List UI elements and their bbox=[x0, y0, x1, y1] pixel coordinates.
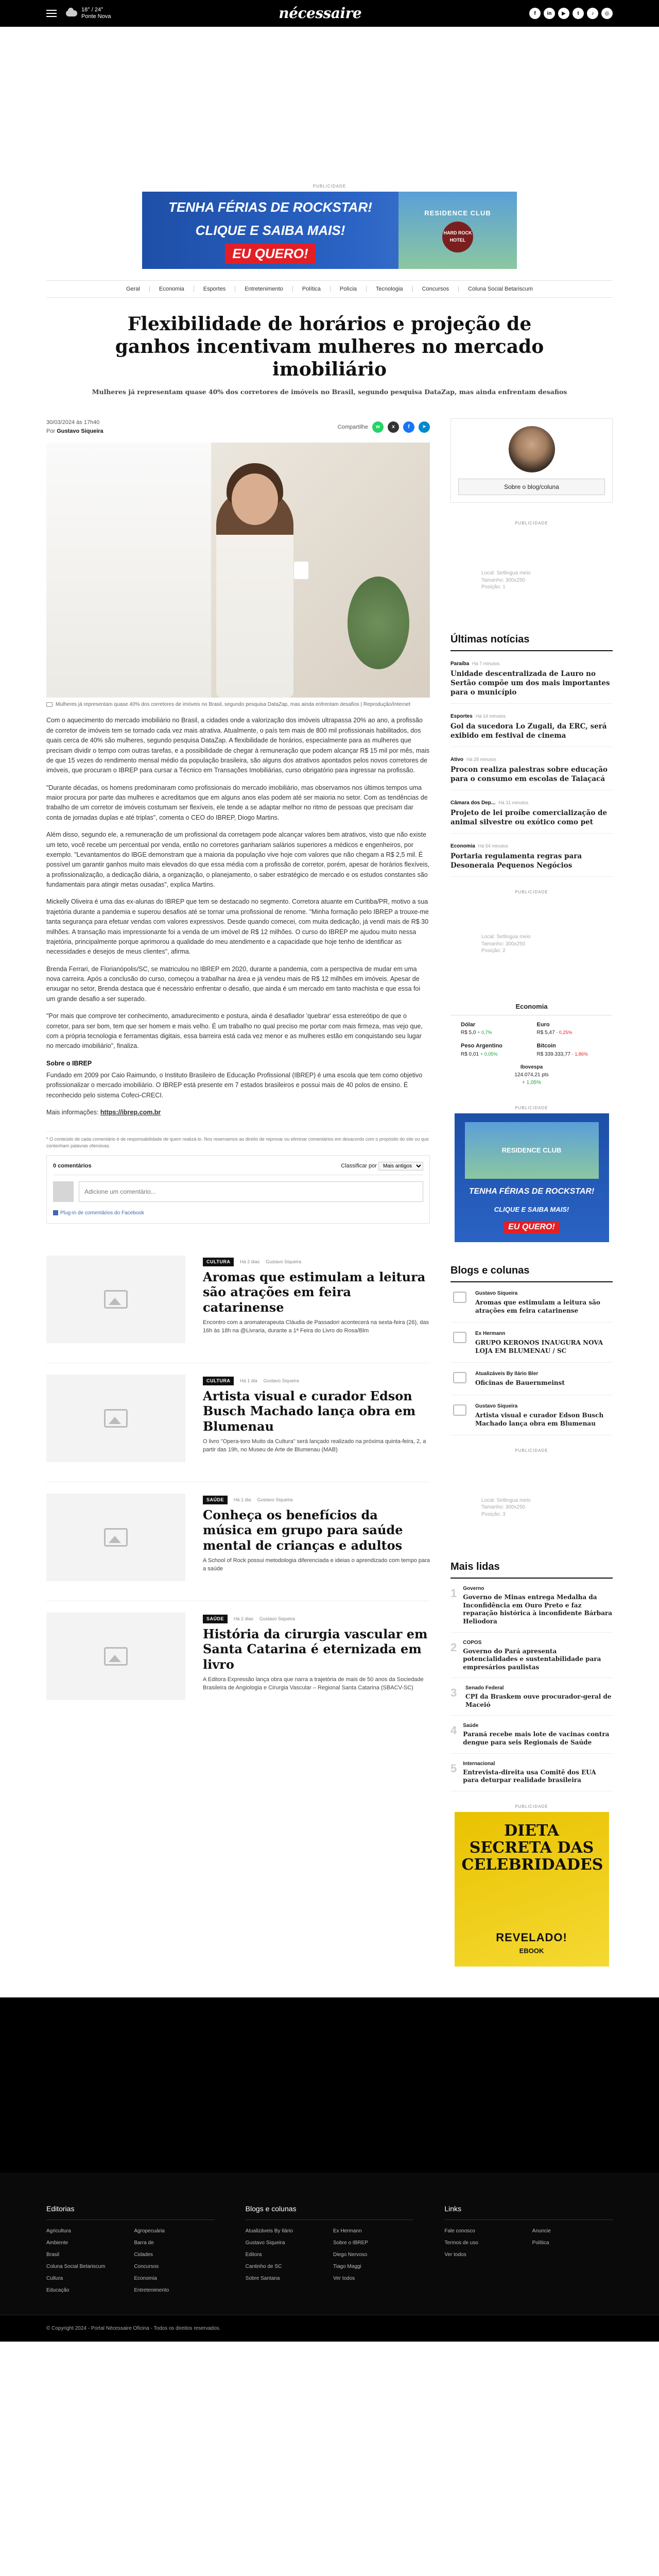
share-bar bbox=[338, 421, 430, 433]
item-date: Há 2 dias bbox=[240, 1259, 260, 1264]
footer-link[interactable]: Termos de uso bbox=[444, 2240, 478, 2246]
list-item[interactable]: Atualizáveis By Ilário Bler Oficinas de Bauernmeinst bbox=[450, 1363, 613, 1395]
latest-news-title: Últimas notícias bbox=[450, 632, 613, 651]
economy-title: Economia bbox=[450, 1002, 613, 1015]
telegram-icon[interactable]: ➤ bbox=[419, 421, 430, 433]
more-info-link[interactable]: https://ibrep.com.br bbox=[100, 1109, 161, 1116]
ad-slot[interactable]: Local: Setlingua meio Tamanho: 300x250 Posição: 2 bbox=[481, 934, 531, 954]
list-item[interactable]: Ativo Há 28 minutos Procon realiza palestras sobre educação para o consumo em escolas de Taiaçacá bbox=[450, 747, 613, 790]
temp-min: 24 bbox=[94, 6, 101, 13]
copyright-bar bbox=[0, 2315, 659, 2342]
about-title: Sobre o IBREP bbox=[46, 1059, 92, 1067]
category-tag: SAÚDE bbox=[203, 1615, 228, 1624]
footer-link[interactable]: Entretenimento bbox=[134, 2287, 169, 2293]
footer-link[interactable]: Ver todos bbox=[444, 2251, 466, 2258]
top-banner-ad[interactable] bbox=[142, 192, 517, 269]
item-title[interactable]: Aromas que estimulam a leitura são atrações em feira catarinense bbox=[203, 1269, 426, 1315]
site-logo[interactable]: nécessaire bbox=[279, 5, 362, 22]
ad-residence: RESIDENCE CLUB bbox=[424, 209, 491, 217]
image-placeholder-icon bbox=[46, 1375, 185, 1462]
article-paragraph: Mickelly Oliveira é uma das ex-alunas do IBREP que tem se destacado no segmento. Corretora atuante em Curitiba/PR, motivo a sua trajetória durante a pandemia e superou desafios até se tornar uma profissional de renome. "Minha formação pelo IBREP a trouxe-me tanta segurança para efetuar vendas com valores expressivos. Desde quando comecei, com muita dedicação, já vendi mais de R$ 30 milhões. A transação mais impressionante foi a venda de um imóvel de R$ 12 milhões. O curso do IBREP me ajudou muito nessa trajetória, principalmente porque aprimorou a qualidade do meu atendimento e a capacidade que hoje tenho de identificar as necessidades e desejos de meus clientes", afirma. bbox=[46, 898, 429, 956]
temp-max: 18 bbox=[81, 6, 88, 13]
footer-link[interactable]: Coluna Social Betariscum bbox=[46, 2263, 106, 2269]
footer-link[interactable]: Atualizáveis By Ilário bbox=[245, 2228, 293, 2234]
youtube-icon[interactable]: ▶ bbox=[558, 8, 569, 19]
footer-link[interactable]: Diego Nervoso bbox=[333, 2251, 368, 2258]
nav-esportes[interactable]: Esportes bbox=[203, 285, 226, 292]
linkedin-icon[interactable]: in bbox=[544, 8, 555, 19]
author-profile bbox=[450, 418, 613, 503]
weather-widget: 18° / 24° Ponte Nova bbox=[66, 7, 111, 20]
ebook-title: DIETA SECRETA DAS CELEBRIDADES bbox=[461, 1821, 603, 1874]
item-date: Há 2 dias bbox=[233, 1616, 253, 1621]
ad-line-1: TENHA FÉRIAS DE ROCKSTAR! bbox=[168, 199, 372, 215]
category-tag: CULTURA bbox=[203, 1258, 234, 1267]
ibovespa: Ibovespa 124.074,21 pts + 1,05% bbox=[514, 1064, 549, 1086]
side-banner-ad[interactable]: RESIDENCE CLUB TENHA FÉRIAS DE ROCKSTAR! CLIQUE E SAIBA MAIS! EU QUERO! bbox=[455, 1113, 609, 1242]
nav-entretenimento[interactable]: Entretenimento bbox=[245, 285, 283, 292]
item-title[interactable]: Artista visual e curador Edson Busch Machado lança obra em Blumenau bbox=[203, 1388, 416, 1434]
footer-link[interactable]: Anuncie bbox=[532, 2228, 551, 2234]
currency-bitcoin: Bitcoin R$ 339.333,77 - 1,86% bbox=[536, 1043, 588, 1057]
ad-label: PUBLICIDADE bbox=[515, 521, 548, 526]
item-text: Encontro com a aromaterapeuta Cláudia de Passadori acontecerá na sexta-feira (26), das 16h às 18h na @Livraria, durante a 1ª Feira do Livro do Rosa/Blm bbox=[203, 1319, 429, 1334]
footer-spacer bbox=[0, 1997, 659, 2173]
footer bbox=[0, 2173, 659, 2315]
list-item[interactable]: Esportes Há 14 minutos Gol da sucedora Lo Zugali, da ERC, será exibido em festival de cinema bbox=[450, 704, 613, 747]
footer-col-editorias: Editorias Agricultura Agropecuária Ambiente Barra de Brasil Cidades Coluna Social Betariscum Concursos Cultura Economia Educação Entretenimento bbox=[46, 2204, 215, 2294]
nav-politica[interactable]: Política bbox=[302, 285, 321, 292]
ad-label: PUBLICIDADE bbox=[515, 1448, 548, 1453]
nav-policia[interactable]: Polícia bbox=[339, 285, 357, 292]
ad-line-2: CLIQUE E SAIBA MAIS! bbox=[195, 222, 345, 238]
item-text: O livro "Opera-toro Muito da Cultura" será lançado realizado na próxima quinta-feira, 2, a partir das 19h, no Museu de Arte de Blumenau (MAB) bbox=[203, 1438, 426, 1453]
list-item[interactable] bbox=[46, 1601, 430, 1720]
article-title: Flexibilidade de horários e projeção de ganhos incentivam mulheres no mercado imobiliário bbox=[115, 313, 544, 380]
footer-link[interactable]: Cantinho de SC bbox=[245, 2263, 282, 2269]
ad-label: PUBLICIDADE bbox=[515, 890, 548, 895]
nav-tecnologia[interactable]: Tecnologia bbox=[375, 285, 403, 292]
share-label: Compartilhe bbox=[337, 423, 368, 430]
currency-euro: Euro R$ 5,47 - 0,25% bbox=[536, 1021, 573, 1036]
ad-label: PUBLICIDADE bbox=[515, 1105, 548, 1110]
footer-link[interactable]: Editora bbox=[245, 2251, 262, 2258]
article-subtitle: Mulheres já representam quase 40% dos corretores de imóveis no Brasil, segundo pesquisa DataZap, mas ainda enfrentam desafios bbox=[92, 387, 567, 396]
whatsapp-icon[interactable]: w bbox=[372, 421, 384, 433]
blogs-title: Blogs e colunas bbox=[450, 1263, 613, 1282]
footer-link[interactable]: Política bbox=[532, 2240, 549, 2246]
footer-link[interactable]: Concursos bbox=[134, 2263, 159, 2269]
item-author: Gustavo Siqueira bbox=[266, 1259, 302, 1264]
facebook-icon bbox=[53, 1210, 58, 1215]
footer-link[interactable]: Tiago Maggi bbox=[333, 2263, 361, 2269]
article-author[interactable]: Gustavo Siqueira bbox=[57, 428, 103, 434]
twitter-share-icon[interactable]: x bbox=[388, 421, 399, 433]
instagram-icon[interactable]: ◎ bbox=[601, 8, 613, 19]
list-item[interactable]: Paraíba Há 7 minutos Unidade descentralizada de Lauro no Sertão compõe um dos mais importantes para o município bbox=[450, 651, 613, 704]
item-text: A Editora Expressão lança obra que narra a trajetória de mais de 50 anos da Sociedade Brasileira de Angiologia e Cirurgia Vascular – Regional Santa Catarina (SBACV-SC) bbox=[203, 1676, 424, 1691]
nav-geral[interactable]: Geral bbox=[126, 285, 140, 292]
list-item[interactable]: Câmara dos Dep... Há 31 minutos Projeto de lei proíbe comercialização de animal silvestre ou exótico como pet bbox=[450, 790, 613, 834]
article-date: 30/03/2024 às 17h40 bbox=[46, 419, 100, 426]
sort-label: Classificar por bbox=[341, 1162, 377, 1169]
item-author: Gustavo Siqueira bbox=[257, 1497, 293, 1502]
footer-col-blogs: Blogs e colunas Atualizáveis By Ilário Ex Hermann Gustavo Siqueira Sobre o IBREP Editora Diego Nervoso Cantinho de SC Tiago Maggi Sobre Santana Ver todos bbox=[246, 2204, 414, 2294]
weather-city: Ponte Nova bbox=[81, 13, 111, 20]
nav-economia[interactable]: Economia bbox=[159, 285, 184, 292]
footer-link[interactable]: Educação bbox=[46, 2287, 70, 2293]
article-main bbox=[46, 418, 430, 1966]
facebook-icon[interactable]: f bbox=[529, 8, 541, 19]
sidebar bbox=[450, 418, 613, 1966]
article-paragraph: Com o aquecimento do mercado imobiliário no Brasil, a cidades onde a valorização dos imóveis ultrapassa 20% ao ano, a profissão de corretor de imóveis tem se tornado cada vez mais atrativa. Atualmente, o país tem mais de 800 mil profissionais habilitados, dos quais cerca de 40% são mulheres, segundo pesquisa DataZap. A flexibilidade de horários, especialmente para as mulheres que precisam dividir o tempo com outras tarefas, e a possibilidade de chegar à remuneração que podem alcançar R$ 15 mil por mês, mais de que 15 vezes do rendimento mensal médio da população brasileira, são alguns dos atrativos apontados pelos novos corretores de imóveis, que procuram o IBREP para cursar a Técnico em Transações Imobiliárias, curso obrigatório para ingressar na profissão. bbox=[46, 717, 430, 774]
sort-select[interactable] bbox=[378, 1162, 423, 1171]
by-label: Por bbox=[46, 428, 56, 434]
ad-slot[interactable]: Local: Setlingua meio Tamanho: 300x250 Posição: 3 bbox=[481, 1497, 531, 1517]
list-item[interactable]: 3 Senado Federal CPI da Braskem ouve procurador-geral de Maceió bbox=[450, 1678, 613, 1716]
footer-link[interactable]: Barra de bbox=[134, 2240, 154, 2246]
image-placeholder-icon bbox=[46, 1613, 185, 1700]
most-read-title: Mais lidas bbox=[450, 1559, 613, 1579]
image-placeholder-icon bbox=[46, 1256, 185, 1343]
article-paragraph: "Durante décadas, os homens predominaram como profissionais do mercado imobiliário, mas observamos nos últimos tempos uma maior procura por parte das mulheres e acreditamos que em alguns anos elas podem até ser maioria no setor. Com as tendências de trabalho de um corretor de imóveis costumam ser flexíveis, ele tende a se adaptar melhor no ritmo de pessoas que precisam dar conta de jornadas duplas e até triplas", comenta o CEO do IBREP, Diogo Martins. bbox=[46, 784, 428, 821]
ebook-ad[interactable] bbox=[455, 1812, 609, 1967]
currency-dolar: Dólar R$ 5,0 + 0,7% bbox=[461, 1021, 492, 1036]
footer-col-links: Links Fale conosco Anuncie Termos de uso Política Ver todos bbox=[444, 2204, 613, 2294]
copyright-text: © Copyright 2024 - Portal Nécessaire Oficina - Todos os direitos reservados. bbox=[46, 2325, 221, 2331]
top-ad-space bbox=[0, 27, 659, 181]
item-text: A School of Rock possui metodologia diferenciada e ideias o aprendizado com tempo para a saúde bbox=[203, 1557, 430, 1572]
footer-link[interactable]: Ver todos bbox=[333, 2275, 355, 2281]
list-item[interactable]: Economia Há 54 minutos Portaria regulamenta regras para Desoneraia Pequenos Negócios bbox=[450, 834, 613, 877]
comments-count: 0 comentários bbox=[53, 1162, 92, 1169]
about-blog-button[interactable]: Sobre o blog/coluna bbox=[458, 479, 605, 495]
twitter-icon[interactable]: t bbox=[573, 8, 584, 19]
ebook-label: EBOOK bbox=[519, 1947, 544, 1955]
list-item[interactable]: Ex Hermann GRUPO KERONOS INAUGURA NOVA LOJA EM BLUMENAU / SC bbox=[450, 1323, 613, 1363]
ad-label: PUBLICIDADE bbox=[515, 1804, 548, 1809]
item-date: Há 1 dia bbox=[240, 1378, 257, 1383]
nav-coluna-social[interactable]: Coluna Social Betariscum bbox=[468, 285, 533, 292]
menu-icon[interactable] bbox=[46, 10, 57, 17]
footer-link[interactable]: Cidades bbox=[134, 2251, 153, 2258]
footer-link[interactable]: Sobre Santana bbox=[245, 2275, 280, 2281]
footer-link[interactable]: Agricultura bbox=[46, 2228, 71, 2234]
photo-caption: Mulheres já representam quase 40% dos corretores de imóveis no Brasil, segundo pesquisa DataZap, mas ainda enfrentam desafios | Reprodução/Internet bbox=[56, 702, 411, 708]
article-photo bbox=[46, 443, 430, 698]
footer-link[interactable]: Agropecuária bbox=[134, 2228, 165, 2234]
currency-peso: Peso Argentino R$ 0,01 + 0,05% bbox=[461, 1043, 502, 1057]
list-item[interactable]: Gustavo Siqueira Artista visual e curador Edson Busch Machado lança obra em Blumenau bbox=[450, 1395, 613, 1435]
ad-label: PUBLICIDADE bbox=[313, 184, 346, 189]
list-item[interactable]: 4 Saúde Paraná recebe mais lote de vacinas contra dengue para seis Regionais de Saúde bbox=[450, 1716, 613, 1753]
most-read bbox=[450, 1559, 613, 1791]
avatar bbox=[53, 1181, 74, 1202]
article-paragraph: "Por mais que comprove ter conhecimento, amadurecimento e postura, ainda é desafiador 'quebrar' essa estereótipo de que o corretor, para ser bom, tem que ser homem e mais velho. É um trabalho no qual preciso me portar com mais firmeza, mas vejo que, com a própria tecnologia e ferramentas digitais, essa barreira está cada vez menor e as mulheres estão em conquistando seu lugar no mercado imobiliário", finaliza. bbox=[46, 1012, 423, 1050]
footer-link[interactable]: Cultura bbox=[46, 2275, 63, 2281]
footer-link[interactable]: Ex Hermann bbox=[333, 2228, 362, 2234]
list-item[interactable]: 1 Governo Governo de Minas entrega Medalha da Inconfidência em Ouro Preto e faz reparação histórica à inconfidente Bárbara Heliodora bbox=[450, 1579, 613, 1632]
list-item[interactable] bbox=[46, 1363, 430, 1482]
article-body bbox=[46, 716, 430, 1117]
about-text: Fundado em 2009 por Caio Raimundo, o Instituto Brasileiro de Educação Profissional (IBREP) é uma escola que tem como objetivo profissionalizar o mercado imobiliário. O IBREP está presente em 7 estados brasileiros e possui mais de 40 polos de ensino. É reconhecido pelo sistema Cofeci-CRECI. bbox=[46, 1072, 423, 1099]
camera-icon bbox=[46, 702, 53, 707]
tiktok-icon[interactable]: ♪ bbox=[587, 8, 598, 19]
top-bar bbox=[0, 0, 659, 27]
footer-link[interactable]: Brasil bbox=[46, 2251, 60, 2258]
item-author: Gustavo Siqueira bbox=[263, 1378, 299, 1383]
category-tag: SAÚDE bbox=[203, 1496, 228, 1505]
ebook-revealed: REVELADO! bbox=[496, 1930, 567, 1944]
list-item[interactable] bbox=[46, 1482, 430, 1601]
fb-plugin-label[interactable]: Plug-in de comentários do Facebook bbox=[60, 1210, 144, 1216]
related-list bbox=[46, 1244, 430, 1720]
comments-box bbox=[46, 1155, 430, 1224]
comment-input[interactable] bbox=[79, 1181, 423, 1202]
list-item[interactable] bbox=[46, 1244, 430, 1363]
more-info-label: Mais informações: bbox=[46, 1109, 99, 1116]
category-tag: CULTURA bbox=[203, 1377, 234, 1386]
footer-link[interactable]: Sobre o IBREP bbox=[333, 2240, 368, 2246]
ad-slot[interactable]: Local: Setlingua meio Tamanho: 300x250 Posição: 1 bbox=[481, 570, 531, 590]
item-title[interactable]: Conheça os benefícios da música em grupo para saúde mental de crianças e adultos bbox=[203, 1507, 403, 1553]
category-nav bbox=[46, 280, 613, 298]
item-author: Gustavo Siqueira bbox=[259, 1616, 295, 1621]
list-item[interactable]: Gustavo Siqueira Aromas que estimulam a leitura são atrações em feira catarinense bbox=[450, 1282, 613, 1323]
list-item[interactable]: 2 COPOS Governo do Pará apresenta potencialidades e sustentabilidade para empresários paulistas bbox=[450, 1633, 613, 1679]
image-placeholder-icon bbox=[46, 1494, 185, 1581]
footer-link[interactable]: Ambiente bbox=[46, 2240, 68, 2246]
nav-concursos[interactable]: Concursos bbox=[422, 285, 449, 292]
author-avatar bbox=[509, 426, 555, 472]
list-item[interactable]: 5 Internacional Entrevista-direita usa Comitê dos EUA para deturpar realidade brasileira bbox=[450, 1754, 613, 1791]
social-links bbox=[529, 8, 613, 19]
facebook-share-icon[interactable]: f bbox=[403, 421, 414, 433]
item-title[interactable]: História da cirurgia vascular em Santa Catarina é eternizada em livro bbox=[203, 1626, 428, 1672]
comment-disclaimer: * O conteúdo de cada comentário é de responsabilidade de quem realizá-lo. Nos reservamos ao direito de reprovar ou eliminar comentários em desacordo com o propósito do site ou que contenham palavras ofensivas. bbox=[46, 1131, 430, 1150]
article-paragraph: Além disso, segundo ele, a remuneração de um profissional da corretagem pode alcançar valores bem atrativos, visto que não existe um teto, você recebe um percentual por venda, então no corretores ganhariam salários superiores a médicos e engenheiros, por exemplo. "Levantamentos do IBGE demonstram que a maioria da população vive hoje com valores que não chegam a R$ 2,5 mil. É possível um garantir ganhos muito mais elevados do que essa média com a profissão de corretor, porém, apesar de horários flexíveis, a profissionalização, a dedicação diária, a organização, o planejamento, o saber estratégico de mercado e os estudos constantes são fundamentais para atingir metas ousadas", explica Martins. bbox=[46, 831, 430, 889]
economy-widget bbox=[450, 995, 613, 1093]
cloud-icon bbox=[66, 10, 77, 16]
item-date: Há 1 dia bbox=[233, 1497, 251, 1502]
footer-link[interactable]: Fale conosco bbox=[444, 2228, 475, 2234]
footer-link[interactable]: Gustavo Siqueira bbox=[245, 2240, 285, 2246]
ad-cta[interactable]: EU QUERO! bbox=[225, 244, 315, 264]
article-paragraph: Brenda Ferrari, de Florianópolis/SC, se matriculou no IBREP em 2020, durante a pandemia, com a perspectiva de mudar em uma nova carreira. Após a conclusão do curso, começou a trabalhar na área e já vendeu mais de R$ 12 milhões em imóveis. Apesar de enxugar no setor, Brenda destaca que é necessário enfrentar o desafio, que ainda é um mercado em tanto machista e que essa foi um grande desafio a ser superado. bbox=[46, 965, 421, 1003]
hardrock-logo: HARD ROCK HOTEL bbox=[442, 222, 473, 252]
footer-link[interactable]: Economia bbox=[134, 2275, 157, 2281]
